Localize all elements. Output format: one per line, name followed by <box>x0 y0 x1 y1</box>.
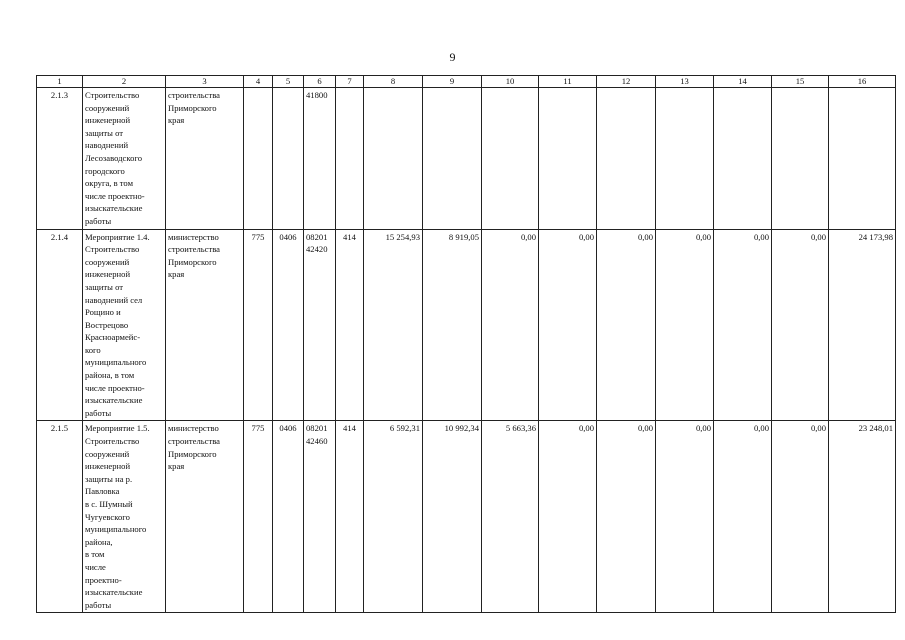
column-header: 3 <box>166 76 244 88</box>
value-col-12: 0,00 <box>597 229 656 421</box>
value-col-14: 0,00 <box>714 421 772 613</box>
vr-code: 414 <box>336 229 364 421</box>
executor: строительства Приморского края <box>166 88 244 230</box>
rzpr-code: 0406 <box>273 421 304 613</box>
vr-code <box>336 88 364 230</box>
column-header: 10 <box>482 76 539 88</box>
grbs-code <box>244 88 273 230</box>
activity-name: Мероприятие 1.4. Строительство сооружений инженерной защиты от наводнений сел Рощино и Вострецово Красноармейс- кого муниципального района, в том числе проектно- изыскательские работы <box>83 229 166 421</box>
column-header: 15 <box>772 76 829 88</box>
value-col-10: 5 663,36 <box>482 421 539 613</box>
column-header: 6 <box>304 76 336 88</box>
value-col-11 <box>539 88 597 230</box>
value-col-13: 0,00 <box>656 421 714 613</box>
table-row <box>37 421 896 613</box>
value-col-12: 0,00 <box>597 421 656 613</box>
column-header: 14 <box>714 76 772 88</box>
executor: министерство строительства Приморского края <box>166 229 244 421</box>
activity-name: Строительство сооружений инженерной защиты от наводнений Лесозаводского городского округа, в том числе проектно- изыскательские работы <box>83 88 166 230</box>
value-col-9: 8 919,05 <box>423 229 482 421</box>
vr-code: 414 <box>336 421 364 613</box>
rzpr-code <box>273 88 304 230</box>
csr-code: 08201 42460 <box>304 421 336 613</box>
column-header: 5 <box>273 76 304 88</box>
table-row <box>37 229 896 421</box>
grbs-code: 775 <box>244 229 273 421</box>
value-col-10 <box>482 88 539 230</box>
rzpr-code: 0406 <box>273 229 304 421</box>
csr-code: 41800 <box>304 88 336 230</box>
csr-code: 08201 42420 <box>304 229 336 421</box>
value-col-12 <box>597 88 656 230</box>
page-number: 9 <box>449 50 456 64</box>
executor: министерство строительства Приморского края <box>166 421 244 613</box>
value-col-13 <box>656 88 714 230</box>
value-col-9: 10 992,34 <box>423 421 482 613</box>
value-col-8 <box>364 88 423 230</box>
value-col-16 <box>829 88 896 230</box>
column-header: 4 <box>244 76 273 88</box>
row-number: 2.1.4 <box>37 229 83 421</box>
value-col-8: 6 592,31 <box>364 421 423 613</box>
grbs-code: 775 <box>244 421 273 613</box>
row-number: 2.1.5 <box>37 421 83 613</box>
column-header: 2 <box>83 76 166 88</box>
budget-table <box>36 75 896 613</box>
value-col-8: 15 254,93 <box>364 229 423 421</box>
value-col-15 <box>772 88 829 230</box>
value-col-15: 0,00 <box>772 229 829 421</box>
activity-name: Мероприятие 1.5. Строительство сооружений инженерной защиты на р. Павловка в с. Шумный Чугуевского муниципального района, в том числе проектно- изыскательские работы <box>83 421 166 613</box>
column-header: 8 <box>364 76 423 88</box>
column-header: 11 <box>539 76 597 88</box>
column-header: 12 <box>597 76 656 88</box>
table-header-row <box>37 76 896 88</box>
column-header: 7 <box>336 76 364 88</box>
column-header: 1 <box>37 76 83 88</box>
column-header: 13 <box>656 76 714 88</box>
row-number: 2.1.3 <box>37 88 83 230</box>
value-col-11: 0,00 <box>539 421 597 613</box>
value-col-10: 0,00 <box>482 229 539 421</box>
value-col-11: 0,00 <box>539 229 597 421</box>
table-row <box>37 88 896 230</box>
value-col-16: 24 173,98 <box>829 229 896 421</box>
value-col-15: 0,00 <box>772 421 829 613</box>
column-header: 16 <box>829 76 896 88</box>
value-col-14 <box>714 88 772 230</box>
value-col-16: 23 248,01 <box>829 421 896 613</box>
value-col-14: 0,00 <box>714 229 772 421</box>
value-col-13: 0,00 <box>656 229 714 421</box>
column-header: 9 <box>423 76 482 88</box>
value-col-9 <box>423 88 482 230</box>
